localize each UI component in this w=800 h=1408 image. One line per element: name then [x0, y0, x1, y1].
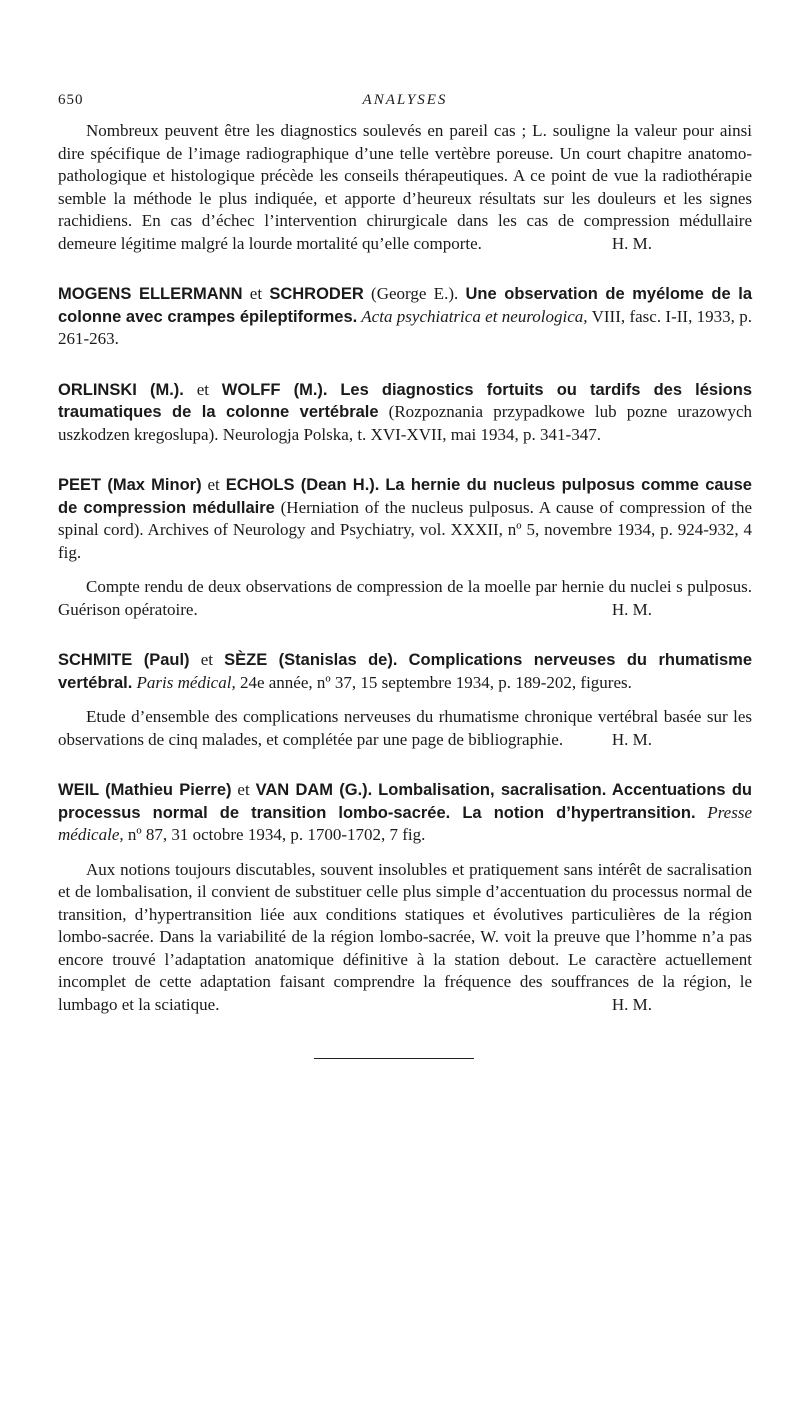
entry-summary [58, 706, 752, 751]
entry-authors: SCHMITE (Paul) [58, 651, 190, 669]
entry-reference: 24e année, nº 37, 15 septembre 1934, p. 189-202, figures. [235, 672, 632, 692]
entry-authors: MOGENS ELLERMANN [58, 285, 243, 303]
entry-title: Complications nerveuses du rhumatisme vertébral. [58, 651, 752, 692]
running-title: ANALYSES [362, 92, 448, 108]
entry-summary-text: Etude d’ensemble des complications nerveuses du rhumatisme chronique vertébral basée sur les observations de cinq malades, et complétée par une page de bibliographie. [58, 707, 752, 749]
entry [58, 474, 752, 621]
entry-connector: et [189, 650, 225, 669]
entry-summary-text: Aux notions toujours discutables, souvent insolubles et pratiquement sans intérêt de sacralisation et de lombalisation, il convient de substituer celle plus simple d’accentuation du processus normal de transition, d’hypertransition liée aux conditions statiques et évolutives particulières de la région lombo-sacrée. Dans la variabilité de la région lombo-sacrée, W. voit la preuve que l’homme n’a pas encore trouvé l’adaptation anatomique définitive à la station debout. Le caractère actuellement incomplet de cette adaptation faisant comprendre la fréquence des souffrances de la région, le lumbago et la sciatique. [58, 859, 752, 1014]
intro-paragraph [58, 120, 752, 255]
entry-reference: VIII, fasc. I-II, 1933, p. 261-263. [58, 306, 753, 348]
entry-connector: et [201, 475, 226, 494]
entry [58, 649, 752, 751]
entry-reference: (Rozpoznania przypadkowe lub pozne urazowych uszkodzen kregoslupa). Neurologja Polska, t. XVI-XVII, mai 1934, p. 341-347. [58, 402, 752, 444]
entry-journal: Acta psychiatrica et neurologica, [357, 306, 588, 326]
entry [58, 379, 752, 447]
page-number: 650 [58, 92, 84, 108]
entry-authors2: SCHRODER [269, 285, 364, 303]
intro-text: Nombreux peuvent être les diagnostics soulevés en pareil cas ; L. souligne la valeur pour ainsi dire spécifique de l’image radiographique d’une telle vertèbre poreuse. Un court chapitre anatomo-pathologique et histologique précède les conseils thérapeutiques. A ce point de vue la radiothérapie semble la méthode le plus indiquée, et apporte d’heureux résultats sur les douleurs et les signes rachidiens. En cas d’échec l’intervention chirurgicale dans les cas de compression médullaire demeure légitime malgré la lourde mortalité qu’elle comporte. [58, 121, 752, 253]
entry-authors: PEET (Max Minor) [58, 476, 202, 494]
end-rule [314, 1058, 474, 1059]
entry-citation [58, 379, 752, 447]
entry-authors2: ECHOLS (Dean H.). [225, 476, 380, 494]
entry-authors: WEIL (Mathieu Pierre) [58, 781, 232, 799]
page-header [58, 92, 752, 120]
signature: H. M. [611, 599, 652, 619]
entry-title: Les diagnostics fortuits ou tardifs des lésions traumatiques de la colonne vertébrale [58, 380, 752, 421]
entry-citation [58, 779, 752, 847]
entry-title: Une observation de myélome de la colonne avec crampes épileptiformes. [58, 285, 752, 326]
entries-list [58, 283, 752, 1016]
entry-connector: et [183, 379, 222, 399]
entry-authors: ORLINSKI (M.). [58, 380, 184, 399]
entry-summary [58, 859, 752, 1017]
entry-summary [58, 576, 752, 621]
entry-summary-text: Compte rendu de deux observations de compression de la moelle par hernie du nuclei s pulposus. Guérison opératoire. [58, 577, 752, 619]
signature: H. M. [611, 233, 652, 253]
entry [58, 779, 752, 1016]
entry-authors2: VAN DAM (G.). [255, 781, 373, 799]
entry-authors-detail: (George E.). [363, 284, 466, 303]
entry-authors-detail [328, 380, 341, 399]
entry-authors2: WOLFF (M.). [221, 380, 328, 399]
signature: H. M. [611, 729, 652, 749]
entry-title: Lombalisation, sacralisation. Accentuations du processus normal de transition lombo-sacrée. La notion d’hypertransition. [58, 781, 752, 822]
entry-citation [58, 649, 752, 694]
entry-citation [58, 283, 752, 351]
entry-authors-detail [397, 650, 408, 669]
entry-title: La hernie du nucleus pulposus comme cause de compression médullaire [58, 476, 752, 517]
entry [58, 283, 752, 351]
entry-reference: (Herniation of the nucleus pulposus. A cause of compression of the spinal cord). Archives of Neurology and Psychiatry, vol. XXXII, nº 5, novembre 1934, p. 924-932, 4 fig. [58, 497, 752, 562]
entry-journal: Presse médicale, [58, 802, 753, 844]
entry-reference: nº 87, 31 octobre 1934, p. 1700-1702, 7 fig. [123, 825, 426, 844]
entry-citation [58, 474, 752, 564]
signature: H. M. [611, 994, 652, 1014]
entry-connector: et [242, 284, 270, 303]
entry-authors2: SÈZE (Stanislas de). [224, 651, 398, 669]
entry-journal: Paris médical, [132, 672, 236, 692]
entry-connector: et [231, 780, 256, 799]
